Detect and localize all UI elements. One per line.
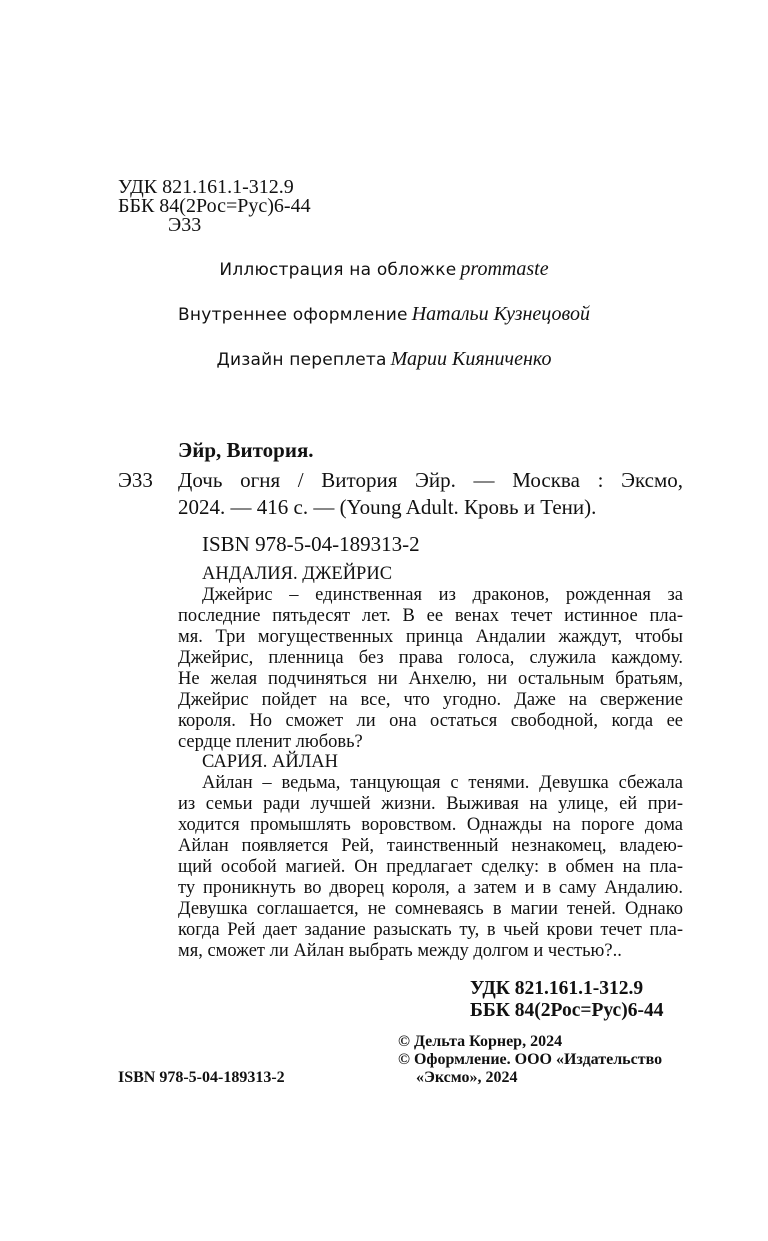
credit-interior-design	[0, 303, 768, 326]
text-line: Девушка соглашается, не сомневаясь в магии теней. Однако	[178, 899, 683, 919]
text-line: мя. Три могущественных принца Андалии жаждут, чтобы	[178, 627, 683, 647]
annotation-heading-1: АНДАЛИЯ. ДЖЕЙРИС	[202, 564, 393, 584]
copyright-design: © Оформление. ООО «Издательство	[398, 1051, 663, 1068]
author-code: Э33	[118, 468, 153, 492]
text-line: короля. Но сможет ли она остаться свободной, когда ее	[178, 711, 683, 731]
bbk-classification: ББК 84(2Рос=Рус)6-44	[470, 1000, 664, 1021]
text-line: ту проникнуть во дворец короля, а затем и в саму Андалию.	[178, 878, 683, 898]
bib-line-2: 2024. — 416 с. — (Young Adult. Кровь и Тени).	[178, 495, 597, 519]
bib-isbn: ISBN 978-5-04-189313-2	[202, 532, 420, 556]
text-line: последние пятьдесят лет. В ее венах течет истинное пла-	[178, 606, 683, 626]
credit-cover-design	[0, 348, 768, 371]
author-code-header: Э33	[168, 214, 202, 236]
annotation-paragraph-2	[178, 773, 683, 962]
bib-title-line: Дочь огня / Витория Эйр. — Москва : Эксмо,	[178, 468, 683, 492]
credit-label: Дизайн переплета	[216, 350, 387, 370]
text-line: когда Рей дает задание разыскать ту, в чьей крови течет пла-	[178, 920, 683, 940]
credit-label: Внутреннее оформление	[178, 305, 408, 325]
text-line: Айлан – ведьма, танцующая с тенями. Девушка сбежала	[202, 773, 683, 793]
bbk-header: ББК 84(2Рос=Рус)6-44	[118, 195, 311, 217]
copyright-author: © Дельта Корнер, 2024	[398, 1033, 563, 1050]
credit-label: Иллюстрация на обложке	[219, 260, 457, 280]
text-line: ходится промышлять воровством. Однажды на пороге дома	[178, 815, 683, 835]
footer-isbn: ISBN 978-5-04-189313-2	[118, 1069, 285, 1086]
author-heading: Эйр, Витория.	[178, 438, 314, 462]
annotation-paragraph-1	[178, 585, 683, 753]
text-line: мя, сможет ли Айлан выбрать между долгом и честью?..	[178, 941, 622, 961]
text-line: Джейрис, пленница без права голоса, служила каждому.	[178, 648, 683, 668]
annotation-heading-2: САРИЯ. АЙЛАН	[202, 752, 339, 772]
credit-illustration	[0, 258, 768, 281]
text-line: из семьи ради лучшей жизни. Выживая на улице, ей при-	[178, 794, 683, 814]
text-line: сердце пленит любовь?	[178, 732, 363, 752]
text-line: Джейрис – единственная из драконов, рожденная за	[202, 585, 683, 605]
credit-name: Марии Кияниченко	[390, 348, 552, 370]
credit-name: prommaste	[460, 258, 549, 280]
text-line: Айлан появляется Рей, таинственный незнакомец, владею-	[178, 836, 683, 856]
copyright-design-cont: «Эксмо», 2024	[416, 1069, 518, 1086]
text-line: щий особой магией. Он предлагает сделку: в обмен на пла-	[178, 857, 683, 877]
udk-classification: УДК 821.161.1-312.9	[470, 978, 644, 999]
bib-line-1	[178, 468, 683, 492]
credit-name: Натальи Кузнецовой	[411, 303, 590, 325]
text-line: Джейрис пойдет на все, что угодно. Даже на свержение	[178, 690, 683, 710]
udk-header: УДК 821.161.1-312.9	[118, 176, 294, 198]
text-line: Не желая подчиняться ни Анхелю, ни остальным братьям,	[178, 669, 683, 689]
